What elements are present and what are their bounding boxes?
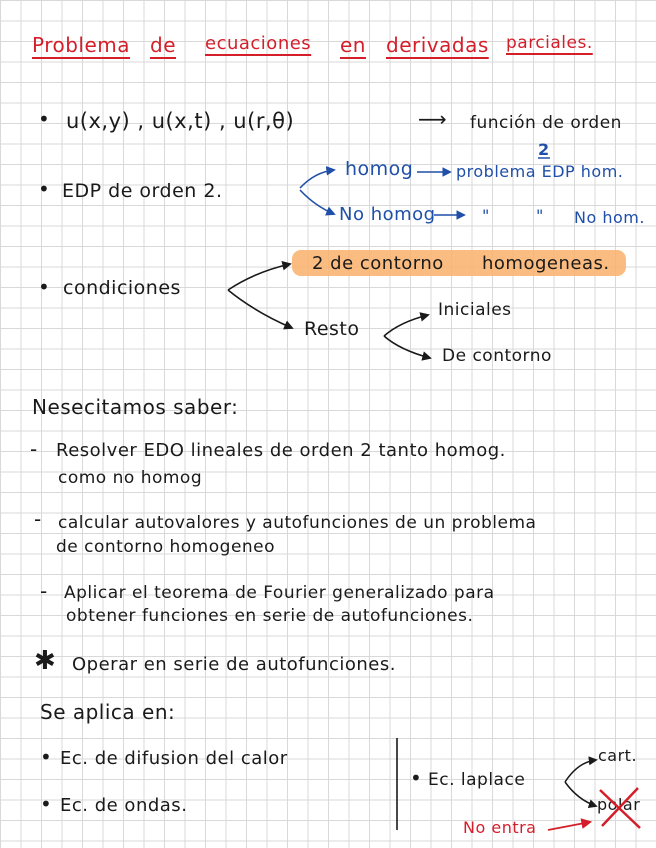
resto-arrow-down — [384, 336, 430, 358]
laplace-polar: polar — [597, 795, 641, 814]
edp-label: EDP de orden 2. — [62, 180, 223, 202]
necesitamos-heading: Nesecitamos saber: — [32, 395, 239, 419]
condiciones-branch1: 2 de contorno — [312, 253, 444, 274]
bullet: • — [410, 766, 423, 790]
bullet: • — [40, 745, 53, 769]
item-3-line-1: Aplicar el teorema de Fourier generalizado para — [64, 583, 495, 603]
dash: - — [34, 507, 42, 531]
item-1-line-1: Resolver EDO lineales de orden 2 tanto homog. — [56, 440, 506, 461]
aplica-item-ondas: Ec. de ondas. — [60, 795, 188, 816]
arrow: ⟶ — [418, 107, 448, 131]
se-aplica-heading: Se aplica en: — [40, 700, 176, 724]
edp-branch-arrow-down — [300, 190, 334, 214]
title-word-5: derivadas — [386, 33, 489, 57]
bullet: • — [38, 177, 51, 201]
laplace-label: Ec. laplace — [428, 770, 526, 790]
ditto-mark-2: " — [536, 206, 544, 225]
title-word-3: ecuaciones — [205, 33, 312, 54]
bullet: • — [40, 792, 53, 816]
resto-contorno: De contorno — [442, 346, 552, 366]
title-word-1: Problema — [32, 33, 131, 57]
homog-label: homog — [345, 158, 414, 180]
homog-result: problema EDP hom. — [456, 162, 624, 181]
item-2-line-2: de contorno homogeneo — [56, 537, 276, 557]
bullet: • — [38, 275, 51, 299]
dash: - — [30, 437, 38, 461]
laplace-arrow-down — [565, 782, 596, 806]
resto-iniciales: Iniciales — [438, 300, 512, 320]
title-word-4: en — [340, 33, 366, 57]
edp-superscript: 2 — [538, 140, 550, 159]
laplace-arrow-up — [565, 760, 596, 782]
dash: - — [40, 579, 48, 603]
item-1-line-2: como no homog — [58, 468, 203, 488]
edp-branch-arrow-up — [300, 170, 334, 188]
asterisk-icon: ✱ — [34, 646, 57, 676]
item-2-line-1: calcular autovalores y autofunciones de un problema — [58, 513, 537, 533]
condiciones-arrow-up — [228, 264, 290, 290]
nohomog-label: No homog — [339, 204, 436, 225]
aplica-item-calor: Ec. de difusion del calor — [60, 748, 288, 769]
ditto-mark-1: " — [482, 206, 490, 225]
bullet: • — [38, 107, 51, 131]
item-3-line-2: obtener funciones en serie de autofunciones. — [66, 606, 474, 626]
resto-label: Resto — [304, 318, 360, 340]
laplace-cart: cart. — [598, 746, 638, 765]
resto-arrow-up — [384, 315, 428, 336]
condiciones-label: condiciones — [63, 277, 181, 299]
function-order-text: función de orden — [470, 113, 622, 133]
no-entra-text: No entra — [463, 818, 537, 837]
title-word-2: de — [150, 33, 176, 57]
condiciones-highlight-text: homogeneas. — [482, 253, 610, 274]
title-word-6: parciales. — [506, 33, 593, 53]
condiciones-arrow-down — [228, 290, 292, 328]
operar-text: Operar en serie de autofunciones. — [72, 654, 396, 675]
nohomog-result: No hom. — [574, 208, 645, 227]
function-list: u(x,y) , u(x,t) , u(r,θ) — [66, 109, 295, 133]
no-entra-arrow — [548, 822, 590, 830]
